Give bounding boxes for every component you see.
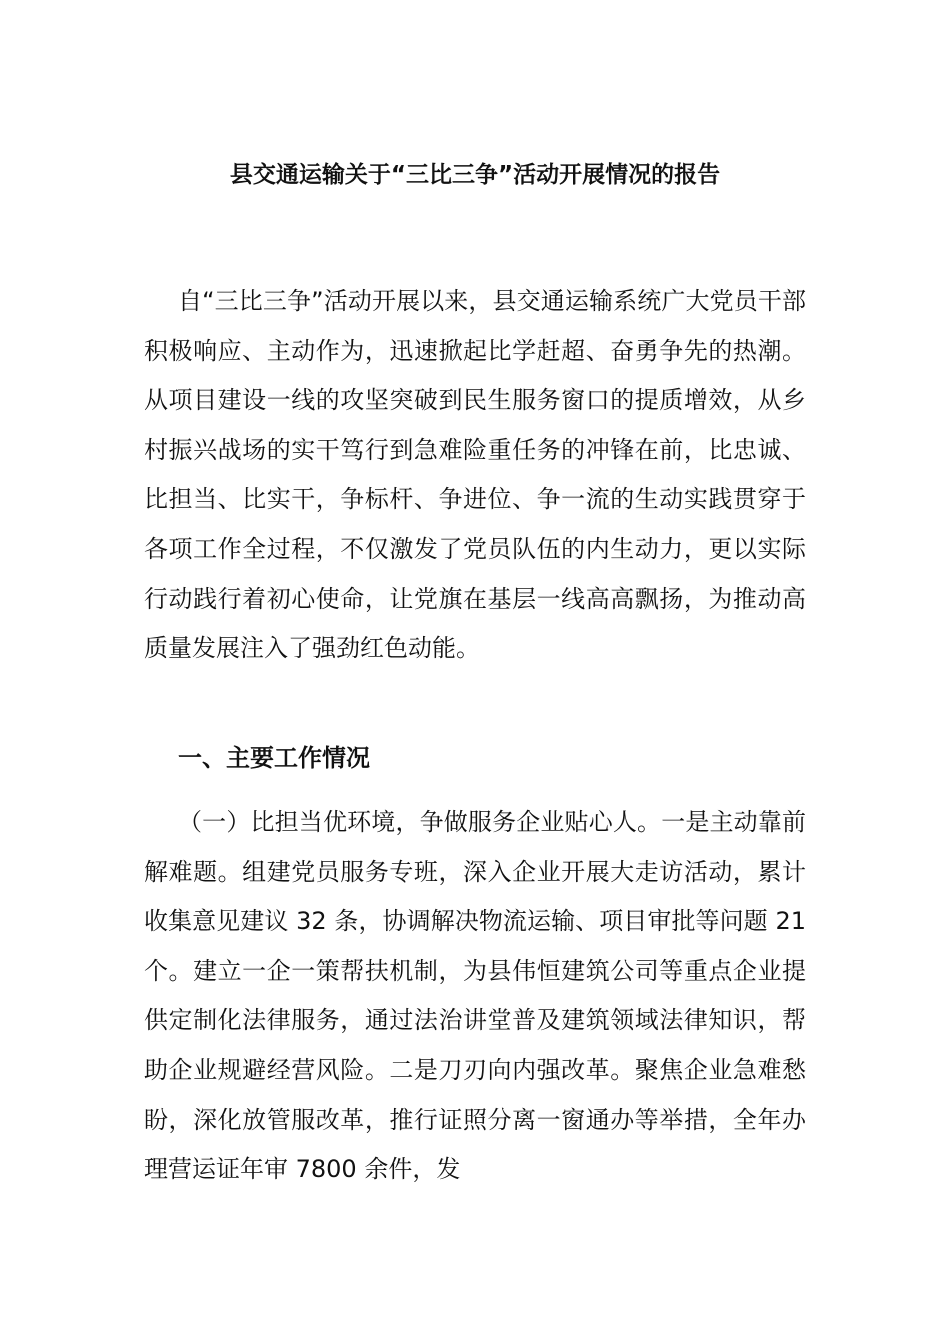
intro-paragraph: 自“三比三争”活动开展以来，县交通运输系统广大党员干部积极响应、主动作为，迅速掀起比学赶超、奋勇争先的热潮。从项目建设一线的攻坚突破到民生服务窗口的提质增效，从乡村振兴战场的实干笃行到急难险重任务的冲锋在前，比忠诚、比担当、比实干，争标杆、争进位、争一流的生动实践贯穿于各项工作全过程，不仅激发了党员队伍的内生动力，更以实际行动践行着初心使命，让党旗在基层一线高高飘扬，为推动高质量发展注入了强劲红色动能。 xyxy=(144,287,806,663)
section-paragraph: （一）比担当优环境，争做服务企业贴心人。一是主动靠前解难题。组建党员服务专班，深入企业开展大走访活动，累计收集意见建议 32 条，协调解决物流运输、项目审批等问题 21 个。建立一企一策帮扶机制，为县伟恒建筑公司等重点企业提供定制化法律服务，通过法治讲堂普及建筑领域法律知识，帮助企业规避经营风险。二是刀刃向内强改革。聚焦企业急难愁盼，深化放管服改革，推行证照分离一窗通办等举措，全年办理营运证年审 7800 余件，发 xyxy=(144,808,806,1184)
document-title: 县交通运输关于“三比三争”活动开展情况的报告 xyxy=(229,162,721,188)
section-heading: 一、主要工作情况 xyxy=(178,744,370,772)
